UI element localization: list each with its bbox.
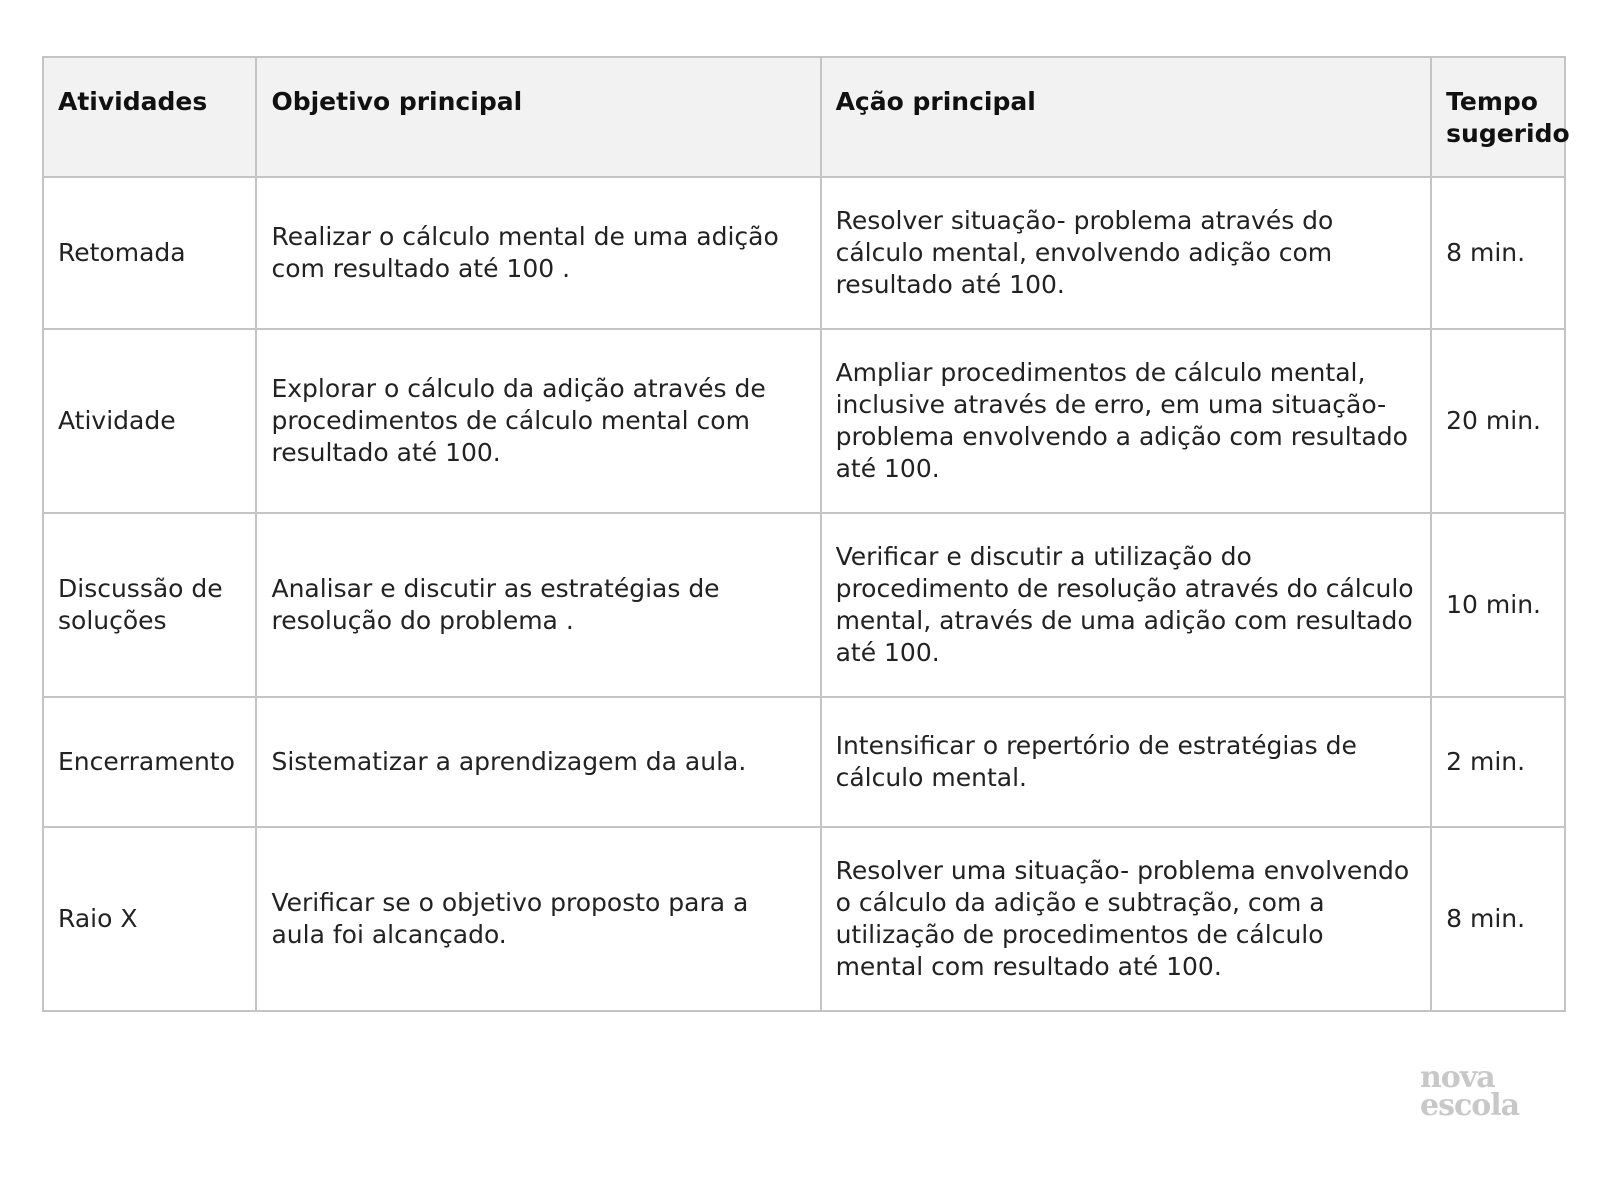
cell-activity: Encerramento [43,697,256,827]
table-header [43,57,1570,177]
nova-escola-logo [1420,1060,1540,1123]
cell-objective: Explorar o cálculo da adição através de procedimentos de cálculo mental com resultado até 100. [256,329,820,513]
header-activities: Atividades [43,57,256,177]
logo-line-escola: escola [1420,1088,1520,1123]
header-row [43,57,1565,177]
header-action: Ação principal [821,57,1432,177]
header-time: Tempo sugerido [1431,57,1565,177]
cell-action: Resolver uma situação- problema envolvendo o cálculo da adição e subtração, com a utilização de procedimentos de cálculo mental com resultado até 100. [821,827,1432,1011]
cell-objective: Verificar se o objetivo proposto para a aula foi alcançado. [256,827,820,1011]
header-objective: Objetivo principal [256,57,820,177]
cell-activity: Discussão de soluções [43,513,256,697]
cell-time: 20 min. [1431,329,1565,513]
cell-activity: Raio X [43,827,256,1011]
table-row [43,827,1565,1011]
table-row [43,329,1565,513]
cell-time: 8 min. [1431,827,1565,1011]
lesson-plan-table [42,56,1570,1012]
cell-time: 10 min. [1431,513,1565,697]
table-row [43,177,1565,329]
table-row [43,697,1565,827]
table-body [43,177,1565,1011]
cell-time: 2 min. [1431,697,1565,827]
table-row [43,513,1565,697]
cell-action: Resolver situação- problema através do cálculo mental, envolvendo adição com resultado até 100. [821,177,1432,329]
cell-activity: Atividade [43,329,256,513]
logo-line-nova: nova [1420,1060,1495,1095]
cell-action: Ampliar procedimentos de cálculo mental, inclusive através de erro, em uma situação- problema envolvendo a adição com resultado até 100. [821,329,1432,513]
cell-time: 8 min. [1431,177,1565,329]
cell-objective: Analisar e discutir as estratégias de resolução do problema . [256,513,820,697]
cell-action: Intensificar o repertório de estratégias de cálculo mental. [821,697,1432,827]
cell-action: Verificar e discutir a utilização do procedimento de resolução através do cálculo mental, através de uma adição com resultado até 100. [821,513,1432,697]
cell-objective: Realizar o cálculo mental de uma adição com resultado até 100 . [256,177,820,329]
cell-activity: Retomada [43,177,256,329]
cell-objective: Sistematizar a aprendizagem da aula. [256,697,820,827]
